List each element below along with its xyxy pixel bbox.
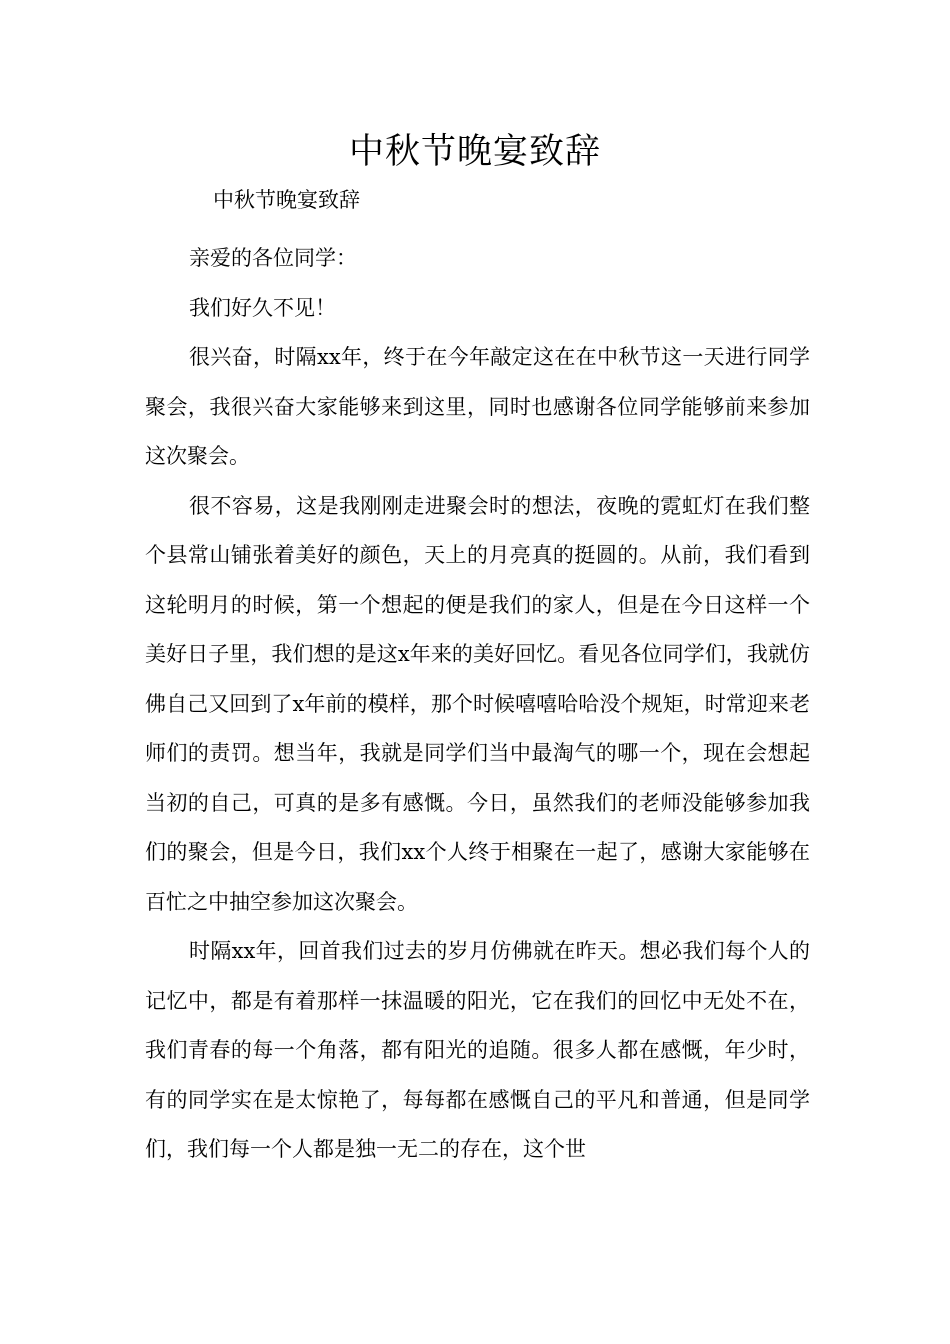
document-title: 中秋节晚宴致辞 [348, 132, 601, 172]
paragraph-opening: 我们好久不见！ [189, 295, 336, 320]
paragraph: 时隔xx年，回首我们过去的岁月仿佛就在昨天。想必我们每个人的记忆中，都是有着那样一抹温暖的阳光，它在我们的回忆中无处不在，我们青春的每一个角落，都有阳光的追随。很多人都在感慨，年少时，有的同学实在是太惊艳了，每每都在感慨自己的平凡和普通，但是同学们，我们每一个人都是独一无二的存在，这个世 [145, 939, 810, 1161]
paragraph: 很兴奋，时隔xx年，终于在今年敲定这在在中秋节这一天进行同学聚会，我很兴奋大家能够来到这里，同时也感谢各位同学能够前来参加这次聚会。 [145, 345, 810, 468]
paragraph: 很不容易，这是我刚刚走进聚会时的想法，夜晚的霓虹灯在我们整个县常山铺张着美好的颜色，天上的月亮真的挺圆的。从前，我们看到这轮明月的时候，第一个想起的便是我们的家人，但是在今日这样一个美好日子里，我们想的是这x年来的美好回忆。看见各位同学们，我就仿佛自己又回到了x年前的模样，那个时候嘻嘻哈哈没个规矩，时常迎来老师们的责罚。想当年，我就是同学们当中最淘气的哪一个，现在会想起当初的自己，可真的是多有感慨。今日，虽然我们的老师没能够参加我们的聚会，但是今日，我们xx个人终于相聚在一起了，感谢大家能够在百忙之中抽空参加这次聚会。 [145, 493, 810, 914]
document-subtitle: 中秋节晚宴致辞 [213, 188, 360, 212]
document-body [145, 234, 810, 1175]
paragraph-greeting: 亲爱的各位同学： [189, 246, 357, 270]
